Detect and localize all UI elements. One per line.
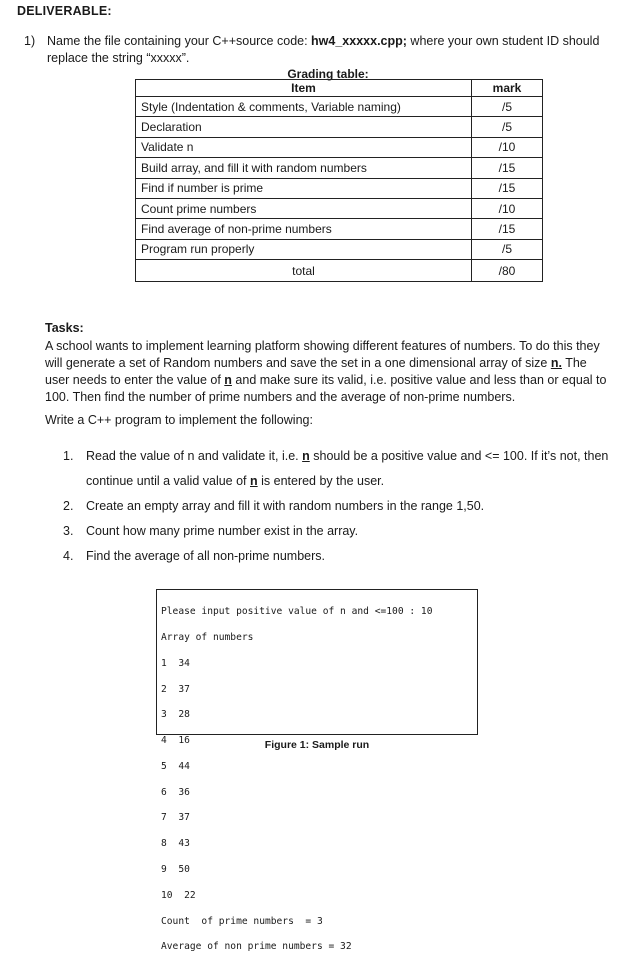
step-number: 2. <box>63 499 74 513</box>
item-number: 1) <box>24 34 36 48</box>
step-number: 3. <box>63 524 74 538</box>
console-line: 4 16 <box>161 735 190 747</box>
header-mark: mark <box>472 80 543 97</box>
tasks-title: Tasks: <box>45 321 84 335</box>
table-row <box>136 198 543 218</box>
table-row <box>136 158 543 178</box>
filename: hw4_xxxxx.cpp; <box>311 34 407 48</box>
console-line: 8 43 <box>161 838 190 850</box>
step-text: should be a positive value and <= 100. If it’s not, then continue until a valid value of <box>86 449 609 488</box>
item-text-after: where your own student ID should replace the string “xxxxx”. <box>47 34 600 65</box>
table-row <box>136 239 543 259</box>
list-item <box>63 494 613 519</box>
tasks-text-a: A school wants to implement learning platform showing different features of numbers. To do this they will generate a set of Random numbers and save the set in a one dimensional array of size <box>45 339 600 370</box>
row-item: Count prime numbers <box>136 198 472 218</box>
tasks-text-c: and make sure its valid, i.e. positive value and less than or equal to 100. Then find the number of prime numbers and the average of non-prime numbers. <box>45 373 607 404</box>
console-line: Please input positive value of n and <=100 : 10 <box>161 606 433 618</box>
console-line: 3 28 <box>161 709 190 721</box>
header-item: Item <box>136 80 472 97</box>
tasks-text-b: The user needs to enter the value of <box>45 356 587 387</box>
row-item: Validate n <box>136 137 472 157</box>
step-n: n <box>302 449 310 463</box>
step-number: 4. <box>63 549 74 563</box>
console-line: 6 36 <box>161 786 190 798</box>
row-item: Style (Indentation & comments, Variable naming) <box>136 97 472 117</box>
table-row <box>136 137 543 157</box>
table-row <box>136 219 543 239</box>
step-text: is entered by the user. <box>257 474 385 488</box>
console-line: Count of prime numbers = 3 <box>161 915 323 927</box>
table-row <box>136 117 543 137</box>
step-text: Read the value of n and validate it, i.e. <box>86 449 303 463</box>
row-mark: /5 <box>472 117 543 137</box>
row-mark: /5 <box>472 239 543 259</box>
list-item <box>63 519 613 544</box>
figure-caption: Figure 1: Sample run <box>264 739 370 751</box>
deliverable-item-1 <box>24 33 607 67</box>
table-row <box>136 178 543 198</box>
total-row <box>136 260 543 282</box>
grading-header-row <box>136 80 543 97</box>
list-item <box>63 544 613 569</box>
table-row <box>136 97 543 117</box>
console-line: Average of non prime numbers = 32 <box>161 941 352 953</box>
step-text: Create an empty array and fill it with random numbers in the range 1,50. <box>86 499 485 513</box>
total-mark: /80 <box>472 260 543 282</box>
row-mark: /15 <box>472 178 543 198</box>
console-line: 2 37 <box>161 683 190 695</box>
console-line: 9 50 <box>161 864 190 875</box>
row-item: Build array, and fill it with random numbers <box>136 158 472 178</box>
row-item: Declaration <box>136 117 472 137</box>
console-line: 5 44 <box>161 760 190 772</box>
console-line: 7 37 <box>161 812 190 824</box>
console-line: 1 34 <box>161 657 190 669</box>
console-line: Array of numbers <box>161 631 254 643</box>
row-mark: /15 <box>472 219 543 239</box>
deliverable-heading: DELIVERABLE: <box>17 4 112 18</box>
row-mark: /10 <box>472 198 543 218</box>
row-mark: /5 <box>472 97 543 117</box>
row-item: Program run properly <box>136 239 472 259</box>
step-number: 1. <box>63 449 74 463</box>
write-instruction: Write a C++ program to implement the following: <box>45 413 313 427</box>
grading-table <box>135 79 543 282</box>
list-item <box>63 444 613 494</box>
row-mark: /15 <box>472 158 543 178</box>
tasks-n-1: n. <box>550 356 562 370</box>
console-line: 10 22 <box>161 889 196 901</box>
step-n: n <box>250 474 258 488</box>
grading-table-title: Grading table: <box>287 67 369 81</box>
item-text-before: Name the file containing your C++source code: <box>47 34 312 48</box>
row-item: Find if number is prime <box>136 178 472 198</box>
total-label: total <box>136 260 472 282</box>
step-text: Find the average of all non-prime numbers. <box>86 549 326 563</box>
step-text: Count how many prime number exist in the array. <box>86 524 359 538</box>
steps-list <box>63 444 613 569</box>
tasks-paragraph <box>45 338 613 406</box>
row-mark: /10 <box>472 137 543 157</box>
tasks-n-2: n <box>224 373 232 387</box>
row-item: Find average of non-prime numbers <box>136 219 472 239</box>
